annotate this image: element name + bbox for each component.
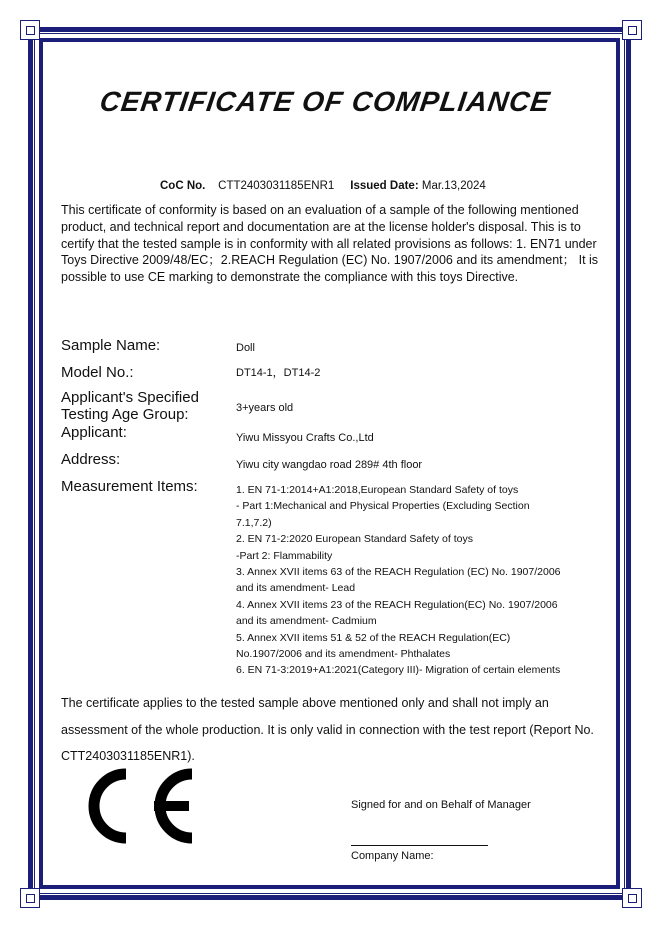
company-name-label: Company Name: <box>351 850 434 862</box>
corner-ornament-top-left <box>20 20 40 40</box>
signed-for-text: Signed for and on Behalf of Manager <box>351 799 531 811</box>
certificate-title: CERTIFICATE OF COMPLIANCE <box>97 86 553 117</box>
certificate-meta <box>160 180 486 192</box>
applicant-value: Yiwu Missyou Crafts Co.,Ltd <box>236 432 374 444</box>
measurement-item-line: 2. EN 71-2:2020 European Standard Safety of toys <box>236 533 473 546</box>
coc-number-label: CoC No. <box>160 180 206 192</box>
measurement-item-line: 4. Annex XVII items 23 of the REACH Regulation(EC) No. 1907/2006 <box>236 598 558 611</box>
age-group-label-line1: Applicant's Specified <box>61 389 199 406</box>
corner-ornament-bottom-left <box>20 888 40 908</box>
measurement-item-line: 7.1,7.2) <box>236 516 272 529</box>
measurement-item-line: and its amendment- Cadmium <box>236 615 377 628</box>
coc-number-value: CTT2403031185ENR1 <box>218 180 335 192</box>
signature-line <box>351 845 488 846</box>
corner-ornament-top-right <box>622 20 642 40</box>
intro-paragraph: This certificate of conformity is based on an evaluation of a sample of the following mentioned product, and technical report and documentation are at the license holder's disposal. This is to certify that the tested sample is in conformity with all related provisions as follows: 1. EN71 under Toys Directive 2009/48/EC；2.REACH Regulation (EC) No. 1907/2006 and its amendment； It is possible to use CE marking to demonstrate the compliance with this toys Directive. <box>61 203 599 285</box>
issued-date-value: Mar.13,2024 <box>421 180 486 192</box>
closing-paragraph: The certificate applies to the tested sample above mentioned only and shall not imply an assessment of the whole production. It is only valid in connection with the test report (Report No. CTT2403031185ENR1). <box>61 696 594 763</box>
address-label: Address: <box>61 451 121 468</box>
sample-name-value: Doll <box>236 342 255 354</box>
measurement-items-label: Measurement Items: <box>61 478 198 495</box>
measurement-item-line: - Part 1:Mechanical and Physical Properties (Excluding Section <box>236 500 530 513</box>
measurement-item-line: No.1907/2006 and its amendment- Phthalates <box>236 648 451 661</box>
corner-ornament-bottom-right <box>622 888 642 908</box>
address-value: Yiwu city wangdao road 289# 4th floor <box>236 459 423 471</box>
measurement-item-line: 5. Annex XVII items 51 & 52 of the REACH Regulation(EC) <box>236 631 511 644</box>
age-group-label-line2: Testing Age Group: <box>61 406 189 423</box>
model-label: Model No.: <box>61 364 134 381</box>
measurement-item-line: -Part 2: Flammability <box>236 549 333 562</box>
measurement-item-line: and its amendment- Lead <box>236 582 356 595</box>
issued-date-label: Issued Date: <box>350 180 419 192</box>
measurement-item-line: 3. Annex XVII items 63 of the REACH Regulation (EC) No. 1907/2006 <box>236 566 561 579</box>
model-value: DT14-1，DT14-2 <box>236 367 321 379</box>
sample-name-label: Sample Name: <box>61 337 161 354</box>
applicant-label: Applicant: <box>61 424 127 441</box>
measurement-items-list <box>236 482 606 679</box>
ce-mark-logo <box>70 762 200 850</box>
measurement-item-line: 6. EN 71-3:2019+A1:2021(Category III)- Migration of certain elements <box>236 664 561 677</box>
measurement-item-line: 1. EN 71-1:2014+A1:2018,European Standard Safety of toys <box>236 484 519 496</box>
age-group-value: 3+years old <box>236 402 294 414</box>
